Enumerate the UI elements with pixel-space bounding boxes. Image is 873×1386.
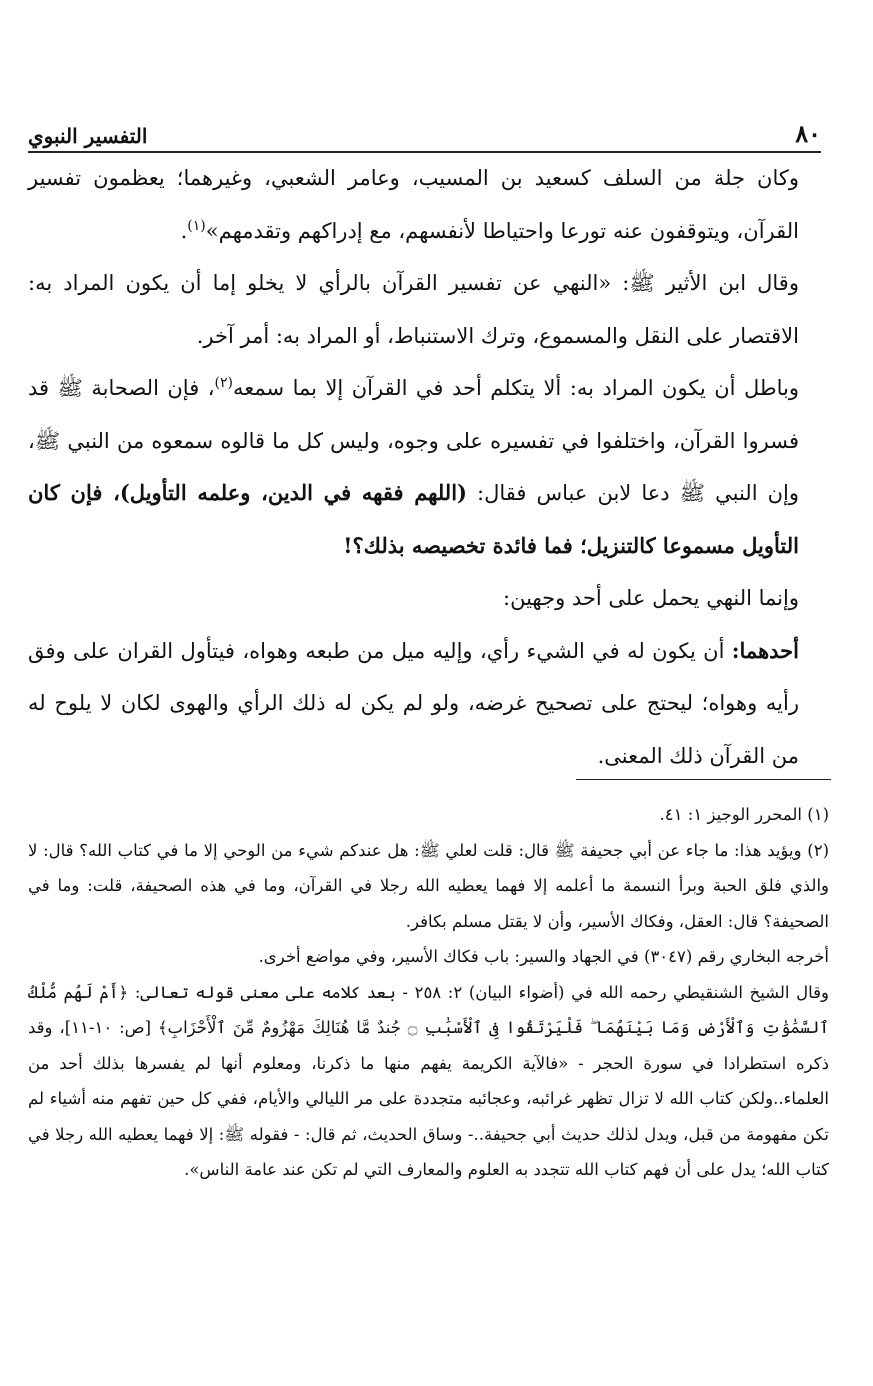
paragraph-2: وقال ابن الأثير ﷺ: «النهي عن تفسير القرآن بالرأي لا يخلو إما أن يكون المراد به: الاقتصار على النقل والمسموع، وترك الاستنباط، أو المراد به: أمر آخر.: [28, 271, 799, 348]
paragraph-1: وكان جلة من السلف كسعيد بن المسيب، وعامر الشعبي، وغيرهما؛ يعظمون تفسير القرآن، ويتوقفون عنه تورعا واحتياطا لأنفسهم، مع إدراكهم وتقدمهم»$^{(١)}$.: [28, 166, 799, 243]
page-header: [28, 108, 821, 153]
page-number: ٨٠: [795, 119, 821, 148]
footnote-2: (٢) ويؤيد هذا: ما جاء عن أبي جحيفة ﷺ قال: قلت لعلي ﷺ: هل عندكم شيء من الوحي إلا ما في كتاب الله؟ قال: لا والذي فلق الحبة وبرأ النسمة ما أعلمه إلا فهما يعطيه الله رجلا في القرآن، وما في هذه الصحيفة، قلت: وما في الصحيفة؟ قال: العقل، وفكاك الأسير، وأن لا يقتل مسلم بكافر.: [28, 840, 829, 931]
paragraph-3: وباطل أن يكون المراد به: ألا يتكلم أحد في القرآن إلا بما سمعه$^{(٢)}$، فإن الصحابة ﷺ قد فسروا القرآن، واختلفوا في تفسيره على وجوه، وليس كل ما قالوه سمعوه من النبي ﷺ، وإن النبي ﷺ دعا لابن عباس فقال: (اللهم فقهه في الدين، وعلمه التأويل)، فإن كان التأويل مسموعا كالتنزيل؛ فما فائدة تخصيصه بذلك؟!: [28, 375, 799, 558]
running-title: التفسير النبوي: [28, 124, 148, 148]
main-text: [28, 152, 829, 782]
footnotes: [28, 797, 829, 1188]
footnote-2-source: أخرجه البخاري رقم (٣٠٤٧) في الجهاد والسير: باب فكاك الأسير، وفي مواضع أخرى.: [258, 947, 829, 966]
hadith-quote: (اللهم فقهه في الدين، وعلمه التأويل)، فإن كان التأويل مسموعا كالتنزيل؛ فما فائدة تخصيصه بذلك؟!: [28, 480, 799, 558]
footnote-2-continuation: وقال الشيخ الشنقيطي رحمه الله في (أضواء البيان) ٢: ٢٥٨ - بعد كلامه على معنى قوله تعالى: ﴿أَمْ لَهُم مُّلْكُ ٱلسَّمَٰوَٰتِ وَٱلْأَرْضِ وَمَا بَيْنَهُمَا ۖ فَلْيَرْتَقُوا فِى ٱلْأَسْبَٰبِ ۝ جُندٌ مَّا هُنَالِكَ مَهْزُومٌ مِّنَ ٱلْأَحْزَابِ﴾ [ص: ١٠-١١]، وقد ذكره استطرادا في سورة الحجر - «فالآية الكريمة يفهم منها ما ذكرنا، ومعلوم أنها لم يفسرها بذلك أحد من العلماء..ولكن كتاب الله لا تزال تظهر غرائبه، وعجائبه متجددة على مر الليالي والأيام، ففي كل حين تفهم منه أشياء لم تكن مفهومة من قبل، ويدل لذلك حديث أبي جحيفة..- وساق الحديث، ثم قال: - فقوله ﷺ: إلا فهما يعطيه الله رجلا في كتاب الله؛ يدل على أن فهم كتاب الله تتجدد به العلوم والمعارف التي لم تكن عند عامة الناس».: [28, 982, 829, 1179]
footnote-separator: [576, 779, 831, 780]
footnote-1: (١) المحرر الوجيز ١: ٤١.: [659, 805, 829, 824]
first-aspect-label: أحدهما:: [731, 637, 799, 663]
footnote-ref-1: (١): [187, 217, 206, 234]
footnote-ref-2: (٢): [214, 375, 233, 391]
paragraph-5: أحدهما: أن يكون له في الشيء رأي، وإليه ميل من طبعه وهواه، فيتأول القران على وفق رأيه وهواه؛ ليحتج على تصحيح غرضه، ولو لم يكن له ذلك الرأي والهوى لكان لا يلوح له من القرآن ذلك المعنى.: [28, 637, 799, 768]
paragraph-4: وإنما النهي يحمل على أحد وجهين:: [503, 586, 799, 610]
